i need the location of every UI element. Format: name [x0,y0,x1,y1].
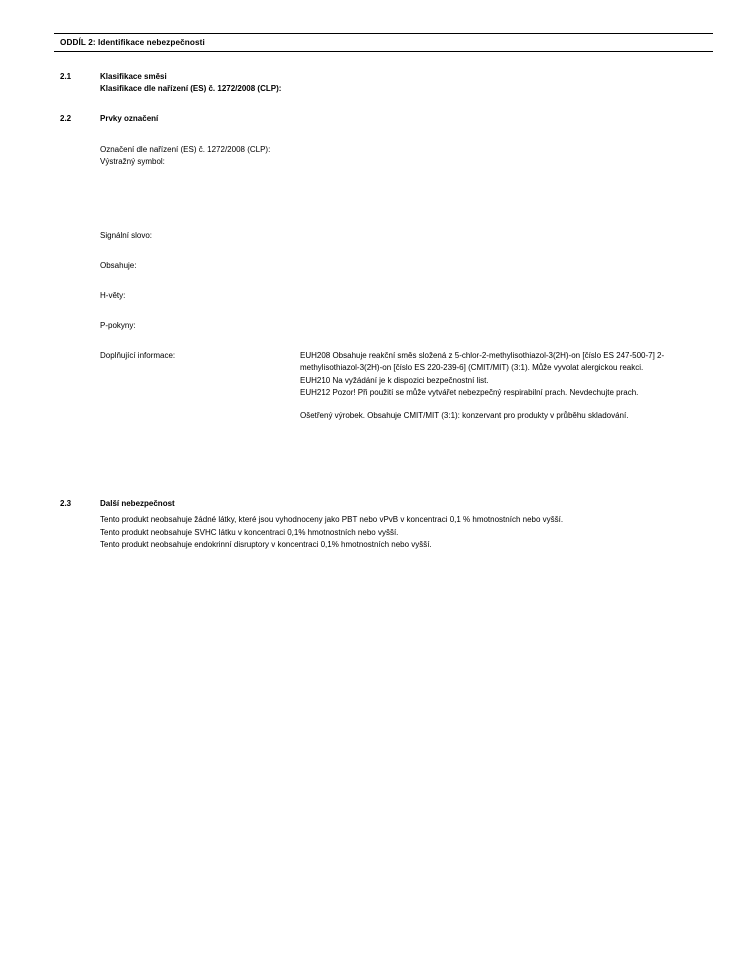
labeling-regulation-line: Označení dle nařízení (ES) č. 1272/2008 (CLP): [100,145,271,154]
item-number-2-2: 2.2 [60,114,72,123]
spacer [300,399,710,410]
item-number-2-1: 2.1 [60,72,72,81]
supplemental-information-label: Doplňující informace: [100,351,176,360]
treated-article-text: Ošetřený výrobek. Obsahuje CMIT/MIT (3:1): konzervant pro produkty v průběhu skladování. [300,411,629,421]
euh208-text: EUH208 Obsahuje reakční směs složená z 5-chlor-2-methylisothiazol-3(2H)-on [číslo ES 247-500-7] 2-methylisothiazol-3(2H)-on [číslo ES 220-239-6] (CMIT/MIT) (3:1). Může vyvolat alergickou reakci. [300,351,665,373]
signal-word-label: Signální slovo: [100,231,153,240]
other-hazards-line-3: Tento produkt neobsahuje endokrinní disruptory v koncentraci 0,1% hmotnostních nebo vyšší. [100,540,432,550]
contains-label: Obsahuje: [100,261,137,270]
item-heading-2-1: Klasifikace směsi [100,72,167,81]
p-statements-label: P-pokyny: [100,321,136,330]
other-hazards-line-1: Tento produkt neobsahuje žádné látky, které jsou vyhodnoceny jako PBT nebo vPvB v koncentraci 0,1 % hmotnostních nebo vyšší. [100,515,564,524]
hazard-pictogram-label: Výstražný symbol: [100,157,165,166]
section-header [54,33,713,52]
euh212-text: EUH212 Pozor! Při použití se může vytvářet nebezpečný respirabilní prach. Nevdechujte prach. [300,387,639,397]
h-statements-label: H-věty: [100,291,126,300]
item-number-2-3: 2.3 [60,499,72,508]
euh210-text: EUH210 Na vyžádání je k dispozici bezpečnostní list. [300,375,489,385]
item-heading-2-2: Prvky označení [100,114,159,123]
item-heading-2-3: Další nebezpečnost [100,499,175,508]
item-subheading-2-1: Klasifikace dle nařízení (ES) č. 1272/2008 (CLP): [100,84,282,93]
supplemental-text-block [300,350,710,422]
other-hazards-text-block [100,514,710,552]
other-hazards-line-2: Tento produkt neobsahuje SVHC látku v koncentraci 0,1% hmotnostních nebo vyšší. [100,527,399,537]
section-header-title: ODDÍL 2: Identifikace nebezpečnosti [60,38,205,47]
